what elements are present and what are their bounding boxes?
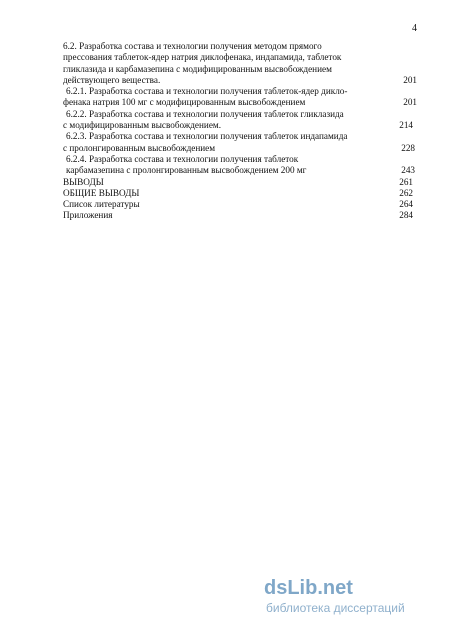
page-number: 4: [412, 23, 417, 34]
toc-entry-line: 6.2.4. Разработка состава и технологии получения таблеток: [66, 153, 299, 164]
watermark: [264, 577, 444, 617]
toc-entry-6-2-1: [63, 86, 417, 109]
toc-page-number: 261: [399, 176, 413, 187]
toc-page-number: 214: [399, 120, 413, 131]
toc-entry-title: Приложения: [63, 210, 113, 221]
toc-entry-6-2-4: [63, 154, 417, 177]
toc-page-number: 201: [403, 74, 417, 85]
toc-entry-references: [63, 199, 417, 210]
toc-entry-last-line: с модифицированным высвобождением.: [63, 120, 222, 131]
toc-entry-6-2-3: [63, 131, 417, 154]
toc-page-number: 228: [401, 142, 415, 153]
watermark-tagline: библиотека диссертаций: [266, 601, 405, 615]
toc-page-number: 262: [399, 187, 413, 198]
toc-entry-last-line: фенака натрия 100 мг с модифицированным высвобождением: [63, 97, 306, 108]
toc-entry-line: гликлазида и карбамазепина с модифицированным высвобождением: [63, 63, 332, 74]
toc-entry-line: прессования таблеток-ядер натрия диклофенака, индапамида, таблеток: [63, 52, 342, 63]
toc-page-number: 264: [399, 199, 413, 210]
toc-page-number: 201: [403, 97, 417, 108]
toc-entry-6-2-2: [63, 109, 417, 132]
toc-entry-title: Список литературы: [63, 199, 140, 210]
toc-entry-title: ВЫВОДЫ: [63, 176, 104, 187]
toc-entry-last-line: действующего вещества.: [63, 74, 161, 85]
table-of-contents: [63, 41, 417, 222]
watermark-logo: dsLib.net: [264, 577, 353, 599]
toc-entry-last-line: с пролонгированным высвобождением: [63, 142, 216, 153]
toc-entry-conclusions: [63, 177, 417, 188]
toc-entry-line: 6.2. Разработка состава и технологии получения методом прямого: [63, 41, 322, 51]
toc-entry-line: 6.2.2. Разработка состава и технологии получения таблеток гликлазида: [66, 108, 344, 119]
toc-page-number: 243: [401, 165, 415, 176]
toc-entry-6-2: [63, 41, 417, 86]
toc-entry-line: 6.2.3. Разработка состава и технологии получения таблеток индапамида: [66, 131, 348, 142]
toc-entry-title: ОБЩИЕ ВЫВОДЫ: [63, 187, 140, 198]
toc-entry-appendices: [63, 210, 417, 221]
toc-entry-last-line: карбамазепина с пролонгированным высвобождением 200 мг: [66, 165, 307, 176]
toc-entry-line: 6.2.1. Разработка состава и технологии получения таблеток-ядер дикло-: [66, 86, 348, 97]
toc-entry-general-conclusions: [63, 188, 417, 199]
toc-page-number: 284: [399, 210, 413, 221]
